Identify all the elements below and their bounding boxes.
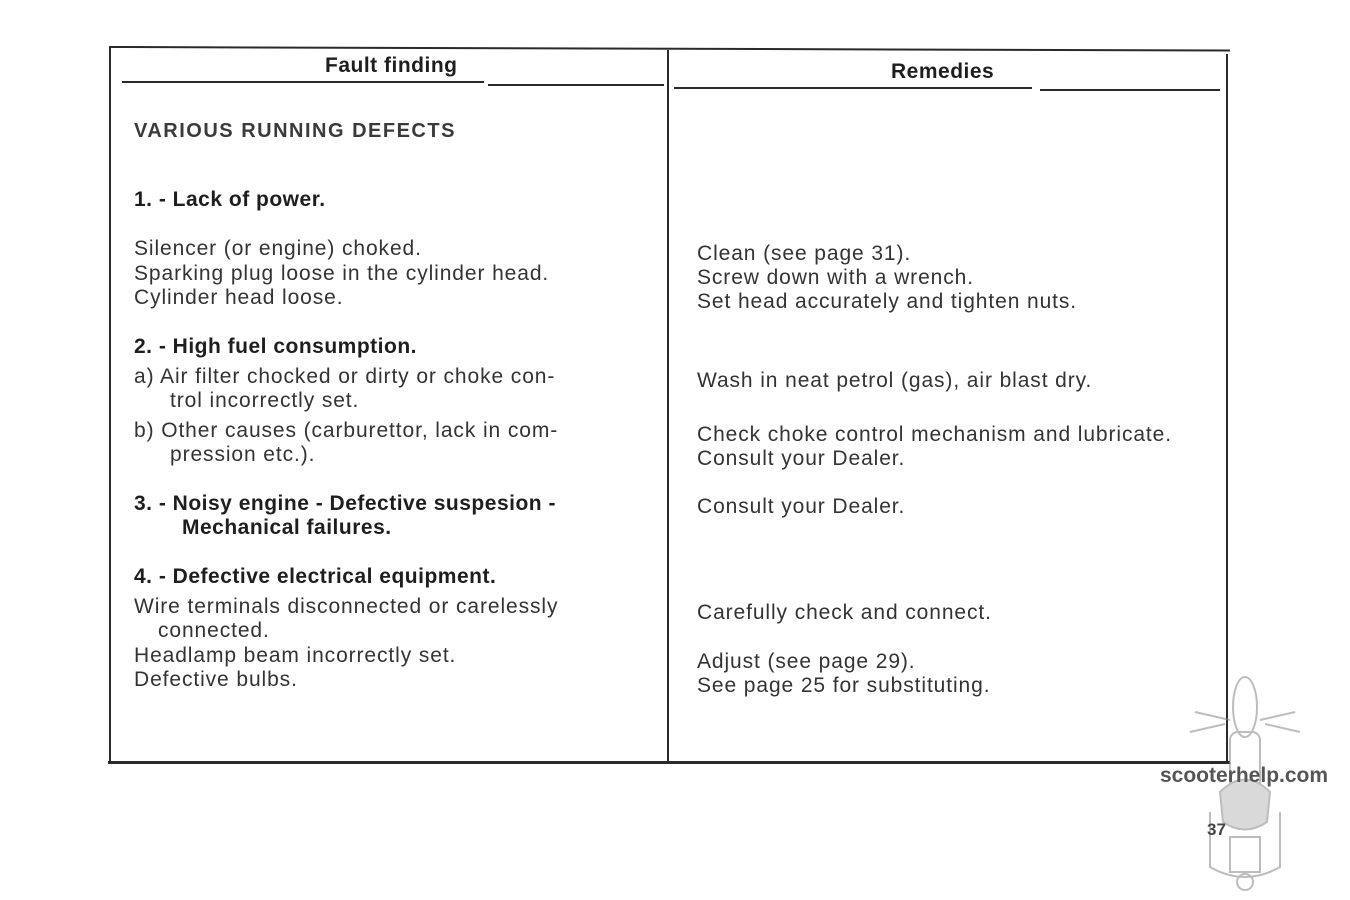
remedy-2b-line: Consult your Dealer.: [697, 447, 906, 470]
header-rule: [674, 87, 1032, 89]
remedy-4-line: Carefully check and connect.: [697, 601, 992, 624]
fault-4-line: connected.: [158, 619, 270, 642]
table-bottom-border: [108, 761, 1230, 764]
fault-2-title: 2. - High fuel consumption.: [134, 335, 417, 358]
table-left-border: [109, 46, 111, 763]
header-rule: [122, 81, 484, 83]
header-rule: [1040, 89, 1220, 91]
fault-3-title: Mechanical failures.: [182, 516, 392, 539]
fault-4-line: Defective bulbs.: [134, 668, 298, 691]
remedy-2a: Wash in neat petrol (gas), air blast dry.: [697, 369, 1093, 392]
fault-1-line: Cylinder head loose.: [134, 286, 344, 309]
fault-4-line: Wire terminals disconnected or carelessly: [134, 595, 559, 618]
header-rule: [488, 84, 664, 86]
column-divider: [667, 50, 669, 763]
fault-1-title: 1. - Lack of power.: [134, 188, 326, 211]
fault-3-title: 3. - Noisy engine - Defective suspesion -: [134, 492, 556, 515]
fault-finding-header: Fault finding: [325, 54, 458, 77]
remedy-4-line: See page 25 for substituting.: [697, 674, 991, 697]
fault-1-line: Sparking plug loose in the cylinder head.: [134, 262, 550, 285]
fault-2-line: a) Air filter chocked or dirty or choke con-: [134, 365, 556, 388]
section-title: VARIOUS RUNNING DEFECTS: [134, 120, 456, 142]
watermark: scooterhelp.com: [1160, 764, 1329, 787]
fault-4-title: 4. - Defective electrical equipment.: [134, 565, 497, 588]
fault-2-line: trol incorrectly set.: [170, 389, 360, 412]
page-number: 37: [1207, 820, 1226, 839]
table-right-border: [1226, 54, 1228, 762]
remedy-1-line: Set head accurately and tighten nuts.: [697, 290, 1078, 313]
remedy-4-line: Adjust (see page 29).: [697, 650, 916, 673]
fault-1-line: Silencer (or engine) choked.: [134, 237, 422, 260]
fault-2-line: b) Other causes (carburettor, lack in com-: [134, 419, 559, 442]
remedy-2b-line: Check choke control mechanism and lubricate.: [697, 423, 1172, 446]
fault-4-line: Headlamp beam incorrectly set.: [134, 644, 457, 667]
table-top-border: [110, 46, 1230, 52]
remedy-1-line: Clean (see page 31).: [697, 242, 912, 265]
remedies-header: Remedies: [891, 60, 995, 83]
remedy-3: Consult your Dealer.: [697, 495, 906, 518]
remedy-1-line: Screw down with a wrench.: [697, 266, 974, 289]
fault-2-line: pression etc.).: [170, 443, 316, 466]
